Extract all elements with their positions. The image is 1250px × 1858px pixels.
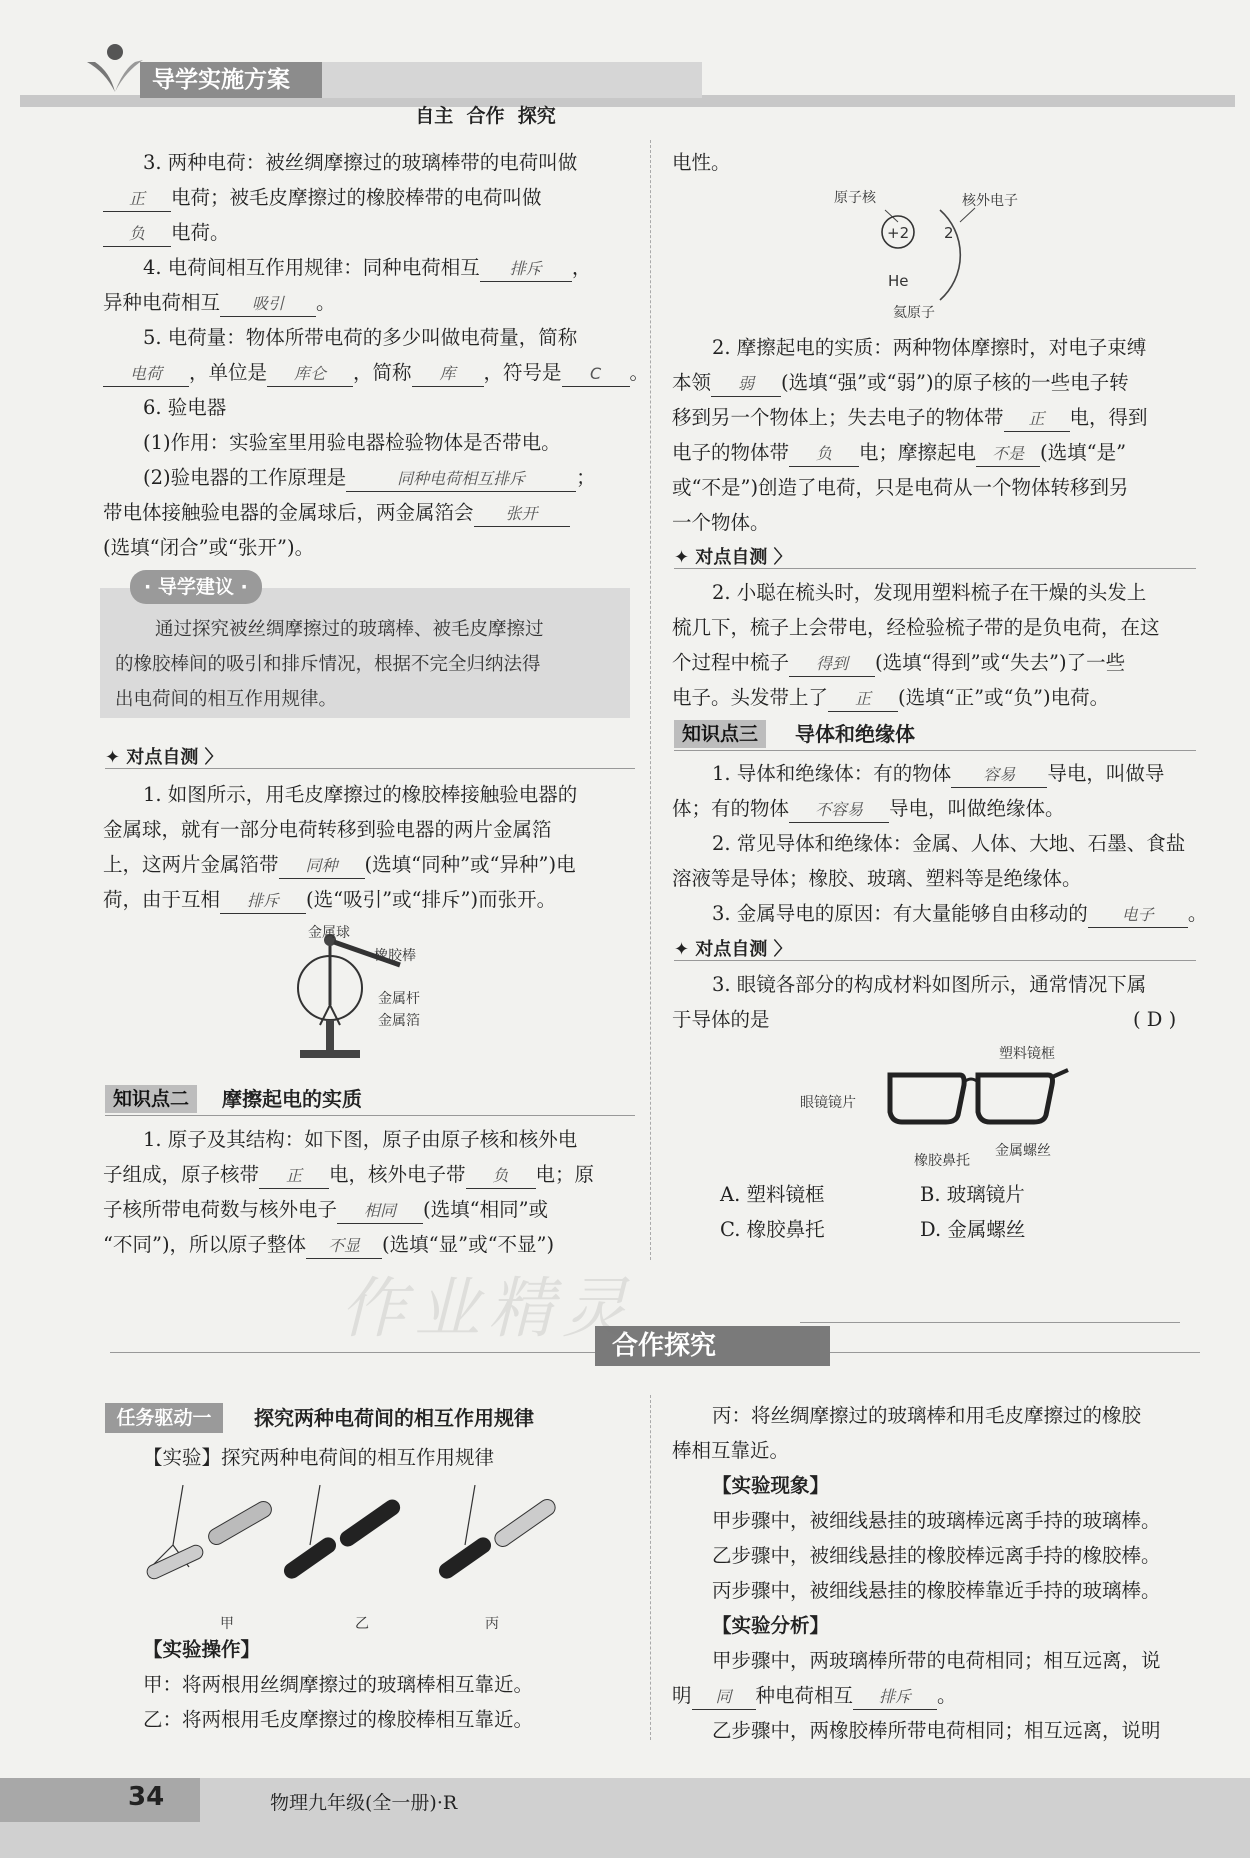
glasses-figure [880,1060,1070,1135]
q1-line2: 金属球，就有一部分电荷转移到验电器的两片金属箔 [103,818,552,841]
fig-label-foil: 金属箔 [378,1013,420,1029]
r2-line1: 2. 摩擦起电的实质：两种物体摩擦时，对电子束缚 [712,336,1147,359]
kp2-title: 摩擦起电的实质 [222,1087,362,1111]
ph1: 甲步骤中，被细线悬挂的玻璃棒远离手持的玻璃棒。 [712,1509,1161,1532]
text: 。 [316,291,336,314]
item4-line1 [143,250,591,285]
answer-blank: 排斥 [853,1685,937,1710]
header-title: 导学实施方案 [152,67,290,93]
answer-blank: 弱 [711,372,781,397]
atom-nucleus-label: 原子核 [834,190,876,206]
item5-line1: 5. 电荷量：物体所带电荷的多少叫做电荷量，简称 [143,326,578,349]
text: 个过程中梳子 [672,651,790,674]
answer-blank: 得到 [789,652,875,677]
answer-blank: 同 [692,1685,756,1710]
text: ，单位是 [189,361,268,384]
answer-blank: 负 [789,442,859,467]
text: 体；有的物体 [672,797,790,820]
text: (选填“相同”或 [423,1198,549,1221]
kp2-line2 [103,1157,594,1192]
text: 种电荷相互 [755,1684,854,1707]
op-title: 【实验操作】 [143,1638,261,1661]
advice-line3: 出电荷间的相互作用规律。 [115,689,338,710]
header-logo [85,42,145,97]
text: 。 [937,1684,957,1707]
phenomenon-title: 【实验现象】 [712,1474,830,1497]
selftest-heading-2: ✦ 对点自测 〉 [674,547,792,568]
section-divider-line-top [800,1322,1180,1323]
q2-line2: 梳几下，梳子上会带电，经检验梳子带的是负电荷，在这 [672,616,1160,639]
text: 1. 导体和绝缘体：有的物体 [712,762,952,785]
text: “不同”)，所以原子整体 [103,1233,307,1256]
column-divider [650,140,651,1260]
answer-blank: 正 [103,187,171,212]
text: 。 [629,361,650,384]
atom-electron-label: 核外电子 [962,193,1018,209]
c2: 棒相互靠近。 [672,1439,790,1462]
text: (选填“显”或“不显”) [382,1233,555,1256]
q3-line1: 3. 眼镜各部分的构成材料如图所示，通常情况下属 [712,973,1147,996]
atom-charge: +2 [887,224,910,242]
text: (选填“得到”或“失去”)了一些 [875,651,1126,674]
r2-line3 [672,400,1148,435]
text: 。 [1187,902,1208,925]
selftest-rule-3 [674,960,1196,961]
q1-line4 [103,882,556,917]
an3: 乙步骤中，两橡胶棒所带电荷相同；相互远离，说明 [712,1719,1161,1742]
r2-line5: 或“不是”)创造了电荷，只是电荷从一个物体转移到另 [672,476,1129,499]
watermark: 作业精灵 [340,1270,636,1347]
answer-blank: 库 [412,362,484,387]
fig-label-bar: 金属杆 [378,991,420,1007]
item6-4: (选填“闭合”或“张开”)。 [103,536,315,559]
text: 电荷。 [171,221,230,244]
text: 对点自测 [126,747,199,768]
text: 电子。头发带上了 [672,686,829,709]
text: 电子的物体带 [672,441,790,464]
glasses-label-frame: 塑料镜框 [999,1046,1055,1062]
header-title-box [140,62,322,98]
text: 明 [672,1684,692,1707]
fig-label-yi: 乙 [355,1616,369,1632]
text: 电；原 [535,1163,595,1186]
fig-label-rod: 橡胶棒 [374,948,416,964]
option-c: C. 橡胶鼻托 [720,1218,825,1241]
header-tags: 自主 合作 探究 [415,105,556,127]
header-tags-box [322,62,702,127]
op-a: 甲：将两根用丝绸摩擦过的玻璃棒相互靠近。 [143,1673,534,1696]
text: (选填“强”或“弱”)的原子核的一些电子转 [781,371,1129,394]
r2-line6: 一个物体。 [672,511,770,534]
q2-line3 [672,645,1125,680]
kp3-title: 导体和绝缘体 [795,722,915,746]
answer-blank: C [562,362,630,387]
task-title: 探究两种电荷间的相互作用规律 [254,1406,534,1430]
analysis-title: 【实验分析】 [712,1614,830,1637]
text: (选填“同种”或“异种”)电 [364,853,576,876]
column-divider-bottom [650,1395,651,1740]
q1-line3 [103,847,576,882]
text: 导电，叫做绝缘体。 [889,797,1065,820]
atom-count: 2 [944,224,954,242]
leaf-logo-icon [85,42,145,97]
op-b: 乙：将两根用毛皮摩擦过的橡胶棒相互靠近。 [143,1708,534,1731]
glasses-label-screw: 金属螺丝 [995,1143,1051,1159]
k3-line5 [712,896,1207,931]
an2 [672,1678,957,1713]
kp2-line3 [103,1192,548,1227]
answer-blank: 正 [259,1164,329,1189]
answer-blank: 不是 [976,442,1040,467]
q2-line1: 2. 小聪在梳头时，发现用塑料梳子在干燥的头发上 [712,581,1147,604]
text: 导电，叫做导 [1047,762,1165,785]
option-a: A. 塑料镜框 [720,1183,825,1206]
text: ，符号是 [483,361,562,384]
glasses-label-lens: 眼镜镜片 [800,1095,856,1111]
text: ， [571,256,592,279]
answer-blank: 不容易 [789,798,889,823]
answer-blank: 同种电荷相互排斥 [346,467,576,492]
text: ； [576,466,596,489]
k3-line1 [712,756,1164,791]
glasses-label-nose: 橡胶鼻托 [914,1153,970,1169]
option-b: B. 玻璃镜片 [920,1183,1025,1206]
answer-blank: 正 [1004,407,1070,432]
answer-blank: 同种 [279,854,365,879]
selftest-heading-3: ✦ 对点自测 〉 [674,939,792,960]
item5-line2 [103,355,649,390]
book-title: 物理九年级(全一册)·R [270,1792,458,1814]
fig-label-ball: 金属球 [308,925,350,941]
answer-blank: 不显 [306,1234,382,1259]
kp2-rule [105,1115,635,1116]
experiment-figures [135,1485,595,1605]
text: (2)验电器的工作原理是 [143,466,347,489]
answer-blank: 容易 [951,763,1047,788]
text: 电，核外电子带 [329,1163,466,1186]
text: 电；摩擦起电 [859,441,977,464]
item6: 6. 验电器 [143,396,227,419]
q3-line2: 于导体的是 [672,1008,770,1031]
answer-blank: 相同 [337,1199,423,1224]
selftest-rule-2 [674,568,1196,569]
kp2-line1: 1. 原子及其结构：如下图，原子由原子核和核外电 [143,1128,578,1151]
selftest-rule [105,768,635,769]
section-title: 合作探究 [612,1331,717,1361]
r-top: 电性。 [672,151,731,174]
advice-line1: 通过探究被丝绸摩擦过的玻璃棒、被毛皮摩擦过 [155,619,544,640]
kp3-label: 知识点三 [674,720,766,748]
task-label: 任务驱动一 [105,1403,223,1433]
text: 子组成，原子核带 [103,1163,260,1186]
atom-name: 氦原子 [893,305,935,321]
selftest-heading: ✦ 对点自测 〉 [105,747,223,768]
text: (选填“正”或“负”)电荷。 [898,686,1110,709]
text: 对点自测 [695,547,768,568]
an1: 甲步骤中，两玻璃棒所带的电荷相同；相互远离，说 [712,1649,1161,1672]
ph3: 丙步骤中，被细线悬挂的橡胶棒靠近手持的玻璃棒。 [712,1579,1161,1602]
text: 电，得到 [1069,406,1148,429]
answer-blank: 库仑 [267,362,353,387]
r2-line2 [672,365,1129,400]
text: 本领 [672,371,712,394]
answer-blank: 负 [103,222,171,247]
text: ，简称 [353,361,412,384]
text: 子核所带电荷数与核外电子 [103,1198,338,1221]
item6-3 [103,495,570,530]
fig-label-jia: 甲 [220,1616,234,1632]
item3-line1: 3. 两种电荷：被丝绸摩擦过的玻璃棒带的电荷叫做 [143,151,578,174]
answer-blank: 排斥 [480,257,572,282]
text: (选“吸引”或“排斥”)而张开。 [306,888,557,911]
text: (选填“是” [1040,441,1127,464]
answer-blank: 排斥 [220,889,306,914]
text: 带电体接触验电器的金属球后，两金属箔会 [103,501,474,524]
text: 电荷；被毛皮摩擦过的橡胶棒带的电荷叫做 [171,186,542,209]
c1: 丙：将丝绸摩擦过的玻璃棒和用毛皮摩擦过的橡胶 [712,1404,1142,1427]
footer-page-box [0,1778,200,1822]
answer-blank: 正 [828,687,898,712]
k3-line4: 溶液等是导体；橡胶、玻璃、塑料等是绝缘体。 [672,867,1082,890]
kp3-rule [674,750,1196,751]
r2-line4 [672,435,1126,470]
item4-line2 [103,285,336,320]
exp-title: 【实验】探究两种电荷间的相互作用规律 [143,1446,495,1469]
text: 异种电荷相互 [103,291,221,314]
answer-blank: 负 [466,1164,536,1189]
k3-line3: 2. 常见导体和绝缘体：金属、人体、大地、石墨、食盐 [712,832,1186,855]
advice-line2: 的橡胶棒间的吸引和排斥情况，根据不完全归纳法得 [115,654,541,675]
text: 荷，由于互相 [103,888,221,911]
answer-blank: 吸引 [220,292,316,317]
page-number: 34 [128,1782,165,1812]
atom-symbol: He [888,272,909,290]
answer-blank: 电荷 [103,362,189,387]
text: 移到另一个物体上；失去电子的物体带 [672,406,1004,429]
item6-1: (1)作用：实验室里用验电器检验物体是否带电。 [143,431,561,454]
q3-answer: ( D ) [1133,1008,1177,1031]
q2-line4 [672,680,1109,715]
item6-2 [143,460,596,495]
q1-line1: 1. 如图所示，用毛皮摩擦过的橡胶棒接触验电器的 [143,783,578,806]
ph2: 乙步骤中，被细线悬挂的橡胶棒远离手持的橡胶棒。 [712,1544,1161,1567]
option-d: D. 金属螺丝 [920,1218,1026,1241]
fig-label-bing: 丙 [485,1616,499,1632]
item3-line3 [103,215,230,250]
k3-line2 [672,791,1065,826]
text: 上，这两片金属箔带 [103,853,279,876]
kp2-label: 知识点二 [105,1085,197,1113]
text: 3. 金属导电的原因：有大量能够自由移动的 [712,902,1088,925]
advice-title: · 导学建议 · [130,570,262,604]
answer-blank: 张开 [474,502,570,527]
text: 对点自测 [695,939,768,960]
answer-blank: 电子 [1088,903,1188,928]
item3-line2 [103,180,542,215]
atom-figure [860,200,1010,310]
text: 4. 电荷间相互作用规律：同种电荷相互 [143,256,480,279]
